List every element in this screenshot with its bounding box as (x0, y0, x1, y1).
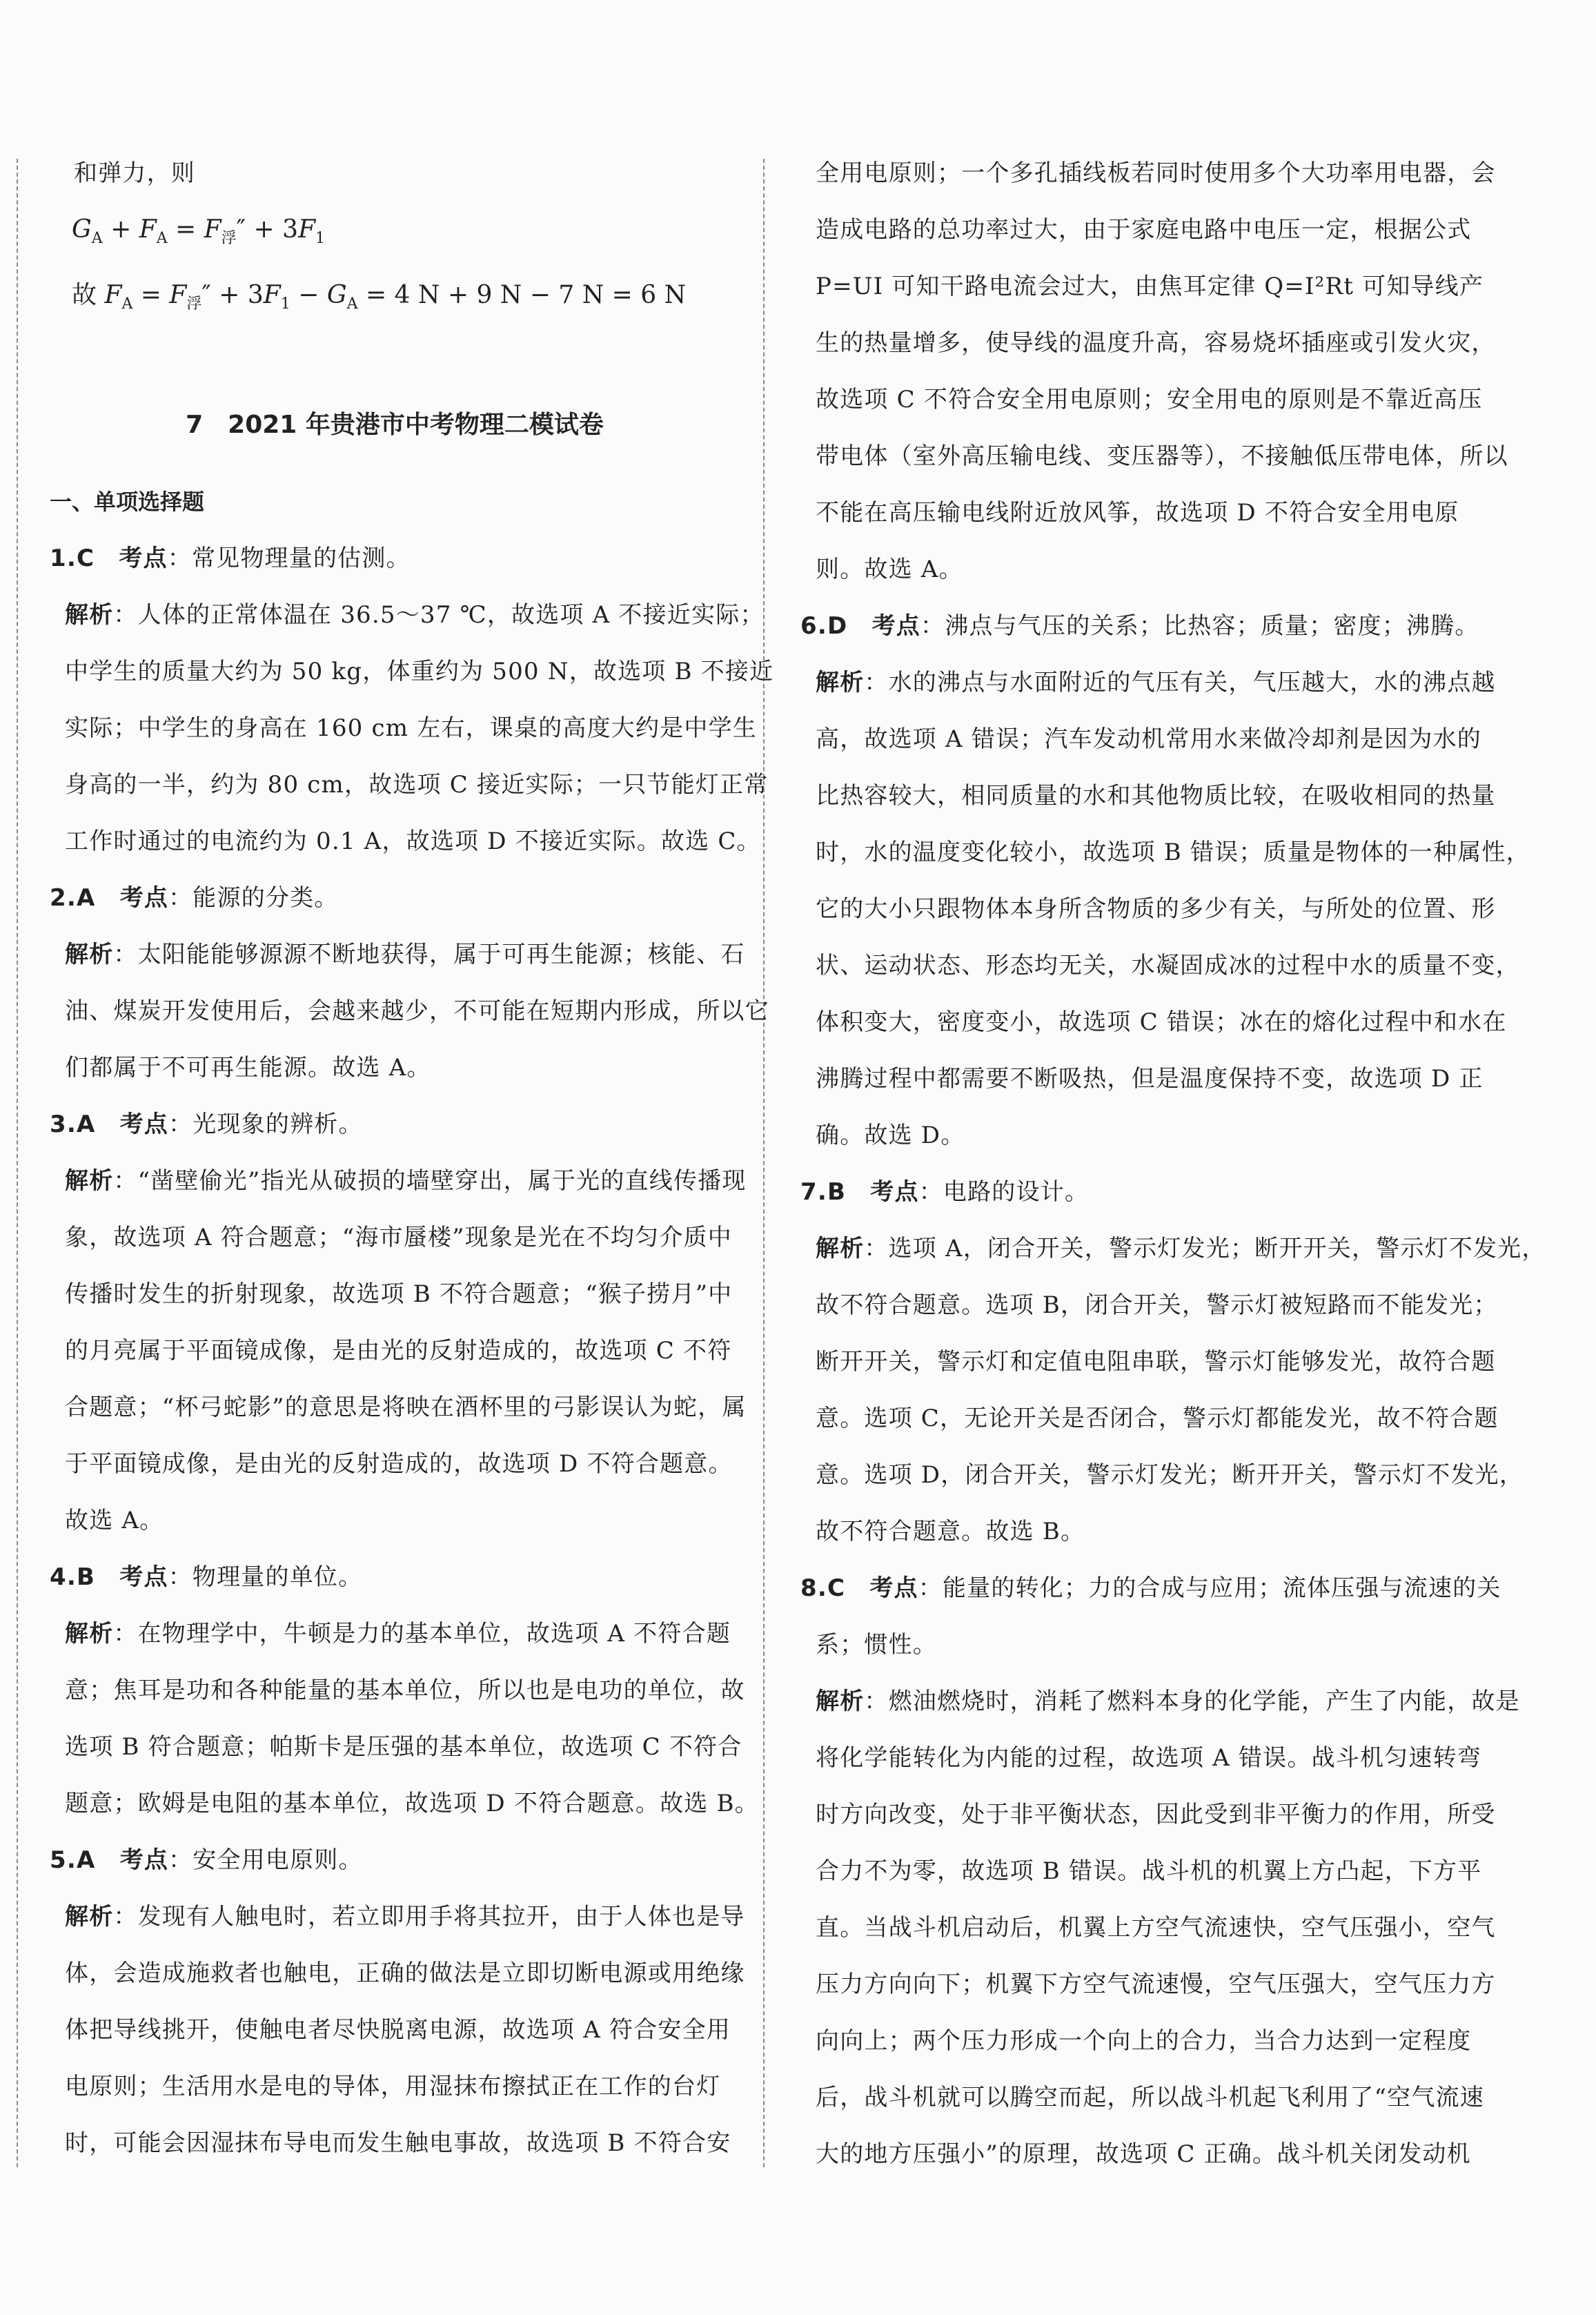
q1-line: 中学生的质量大约为 50 kg，体重约为 500 N，故选项 B 不接近 (65, 658, 774, 686)
q8-line: 将化学能转化为内能的过程，故选项 A 错误。战斗机匀速转弯 (816, 1744, 1481, 1772)
q7-line: 解析：选项 A，闭合开关，警示灯发光；断开开关，警示灯不发光， (816, 1235, 1546, 1262)
intro-line: 和弹力，则 (74, 159, 195, 187)
q8-line: 直。当战斗机启动后，机翼上方空气流速快，空气压强小，空气 (816, 1914, 1496, 1942)
q8-kaodian-cont: 系；惯性。 (816, 1631, 937, 1659)
q4-line: 意；焦耳是功和各种能量的基本单位，所以也是电功的单位，故 (65, 1677, 745, 1705)
q3-line: 解析：“凿壁偷光”指光从破损的墙壁穿出，属于光的直线传播现 (65, 1167, 747, 1195)
q5-cont-line: 全用电原则；一个多孔插线板若同时使用多个大功率用电器，会 (816, 159, 1496, 187)
q6-line: 高，故选项 A 错误；汽车发动机常用水来做冷却剂是因为水的 (816, 725, 1481, 753)
q3-line: 象，故选项 A 符合题意；“海市蜃楼”现象是光在不均匀介质中 (65, 1224, 732, 1252)
q1-line: 实际；中学生的身高在 160 cm 左右，课桌的高度大约是中学生 (65, 714, 757, 743)
q5-line: 体，会造成施救者也触电，正确的做法是立即切断电源或用绝缘 (65, 1960, 745, 1988)
q2-line: 油、煤炭开发使用后，会越来越少，不可能在短期内形成，所以它 (65, 997, 769, 1026)
q3-line: 的月亮属于平面镜成像，是由光的反射造成的，故选项 C 不符 (65, 1337, 732, 1365)
q5-line: 时，可能会因湿抹布导电而发生触电事故，故选项 B 不符合安 (65, 2129, 731, 2158)
q5-cont-line: 不能在高压输电线附近放风筝，故选项 D 不符合安全用电原 (816, 499, 1459, 527)
formula-1: $G_A + F_A = F_浮'' + 3F_1$ (72, 215, 326, 248)
q7-line: 意。选项 C，无论开关是否闭合，警示灯都能发光，故不符合题 (816, 1405, 1499, 1432)
q1-header: 1.C 考点：常见物理量的估测。 (50, 545, 411, 573)
q8-line: 时方向改变，处于非平衡状态，因此受到非平衡力的作用，所受 (816, 1801, 1496, 1828)
q8-line: 压力方向向下；机翼下方空气流速慢，空气压强大，空气压力方 (816, 1971, 1496, 1998)
q5-cont-line: P=UI 可知干路电流会过大，由焦耳定律 Q=I²Rt 可知导线产 (816, 273, 1484, 300)
q1-line: 解析：人体的正常体温在 36.5～37 ℃，故选项 A 不接近实际； (65, 601, 765, 629)
section-heading: 一、单项选择题 (50, 489, 205, 516)
q6-line: 沸腾过程中都需要不断吸热，但是温度保持不变，故选项 D 正 (816, 1065, 1484, 1093)
q8-line: 后，战斗机就可以腾空而起，所以战斗机起飞利用了“空气流速 (816, 2084, 1484, 2111)
q6-line: 它的大小只跟物体本身所含物质的多少有关，与所处的位置、形 (816, 895, 1496, 923)
q2-line: 们都属于不可再生能源。故选 A。 (65, 1054, 431, 1082)
right-column (800, 145, 1546, 2182)
q5-line: 解析：发现有人触电时，若立即用手将其拉开，由于人体也是导 (65, 1903, 745, 1931)
q5-cont-line: 故选项 C 不符合安全用电原则；安全用电的原则是不靠近高压 (816, 386, 1483, 413)
q8-line: 大的地方压强小”的原理，故选项 C 正确。战斗机关闭发动机 (816, 2140, 1471, 2168)
q6-line: 时，水的温度变化较小，故选项 B 错误；质量是物体的一种属性， (816, 839, 1530, 866)
q7-line: 意。选项 D，闭合开关，警示灯发光；断开开关，警示灯不发光， (816, 1461, 1524, 1489)
q6-line: 确。故选 D。 (816, 1122, 965, 1149)
q1-line: 身高的一半，约为 80 cm，故选项 C 接近实际；一只节能灯正常 (65, 771, 769, 799)
q6-line: 体积变大，密度变小，故选项 C 错误；冰在的熔化过程中和水在 (816, 1008, 1507, 1036)
q8-header: 8.C 考点：能量的转化；力的合成与应用；流体压强与流速的关 (800, 1574, 1501, 1602)
q4-line: 题意；欧姆是电阻的基本单位，故选项 D 不符合题意。故选 B。 (65, 1790, 759, 1818)
exam-title: 7 2021 年贵港市中考物理二模试卷 (186, 411, 604, 440)
q5-cont-line: 生的热量增多，使导线的温度升高，容易烧坏插座或引发火灾， (816, 329, 1496, 357)
left-margin-rule (17, 159, 18, 2167)
q7-line: 故不符合题意。故选 B。 (816, 1518, 1085, 1545)
q3-line: 合题意；“杯弓蛇影”的意思是将映在酒杯里的弓影误认为蛇，属 (65, 1394, 747, 1422)
q5-cont-line: 则。故选 A。 (816, 556, 963, 583)
q3-header: 3.A 考点：光现象的辨析。 (50, 1111, 363, 1139)
q7-header: 7.B 考点：电路的设计。 (800, 1178, 1090, 1206)
q6-line: 比热容较大，相同质量的水和其他物质比较，在吸收相同的热量 (816, 782, 1496, 810)
q4-line: 解析：在物理学中，牛顿是力的基本单位，故选项 A 不符合题 (65, 1620, 731, 1648)
q3-line: 于平面镜成像，是由光的反射造成的，故选项 D 不符合题意。 (65, 1450, 733, 1478)
q7-line: 故不符合题意。选项 B，闭合开关，警示灯被短路而不能发光； (816, 1291, 1498, 1319)
q8-line: 合力不为零，故选项 B 错误。战斗机的机翼上方凸起，下方平 (816, 1857, 1482, 1885)
left-column (50, 145, 774, 2171)
q2-header: 2.A 考点：能源的分类。 (50, 884, 339, 912)
q8-line: 解析：燃油燃烧时，消耗了燃料本身的化学能，产生了内能，故是 (816, 1688, 1520, 1715)
q6-line: 状、运动状态、形态均无关，水凝固成冰的过程中水的质量不变， (816, 952, 1520, 979)
q6-line: 解析：水的沸点与水面附近的气压有关，气压越大，水的沸点越 (816, 669, 1496, 696)
q3-line: 故选 A。 (65, 1507, 164, 1535)
column-divider (763, 159, 765, 2167)
q5-line: 体把导线挑开，使触电者尽快脱离电源，故选项 A 符合安全用 (65, 2016, 731, 2044)
q5-line: 电原则；生活用水是电的导体，用湿抹布擦拭正在工作的台灯 (65, 2073, 721, 2101)
q4-line: 选项 B 符合题意；帕斯卡是压强的基本单位，故选项 C 不符合 (65, 1733, 742, 1761)
q8-line: 向向上；两个压力形成一个向上的合力，当合力达到一定程度 (816, 2027, 1472, 2055)
q3-line: 传播时发生的折射现象，故选项 B 不符合题意；“猴子捞月”中 (65, 1280, 733, 1309)
q7-line: 断开开关，警示灯和定值电阻串联，警示灯能够发光，故符合题 (816, 1348, 1496, 1376)
q6-header: 6.D 考点：沸点与气压的关系；比热容；质量；密度；沸腾。 (800, 612, 1479, 640)
q5-header: 5.A 考点：安全用电原则。 (50, 1846, 363, 1875)
q5-cont-line: 带电体（室外高压输电线、变压器等），不接触低压带电体，所以 (816, 442, 1508, 470)
q2-line: 解析：太阳能能够源源不断地获得，属于可再生能源；核能、石 (65, 941, 745, 969)
q1-line: 工作时通过的电流约为 0.1 A，故选项 D 不接近实际。故选 C。 (65, 828, 761, 856)
q5-cont-line: 造成电路的总功率过大，由于家庭电路中电压一定，根据公式 (816, 216, 1472, 244)
formula-2: 故 $F_A = F_浮'' + 3F_1 - G_A = 4$ N + 9 N − 7 N = 6 N (72, 281, 687, 313)
q4-header: 4.B 考点：物理量的单位。 (50, 1563, 363, 1592)
